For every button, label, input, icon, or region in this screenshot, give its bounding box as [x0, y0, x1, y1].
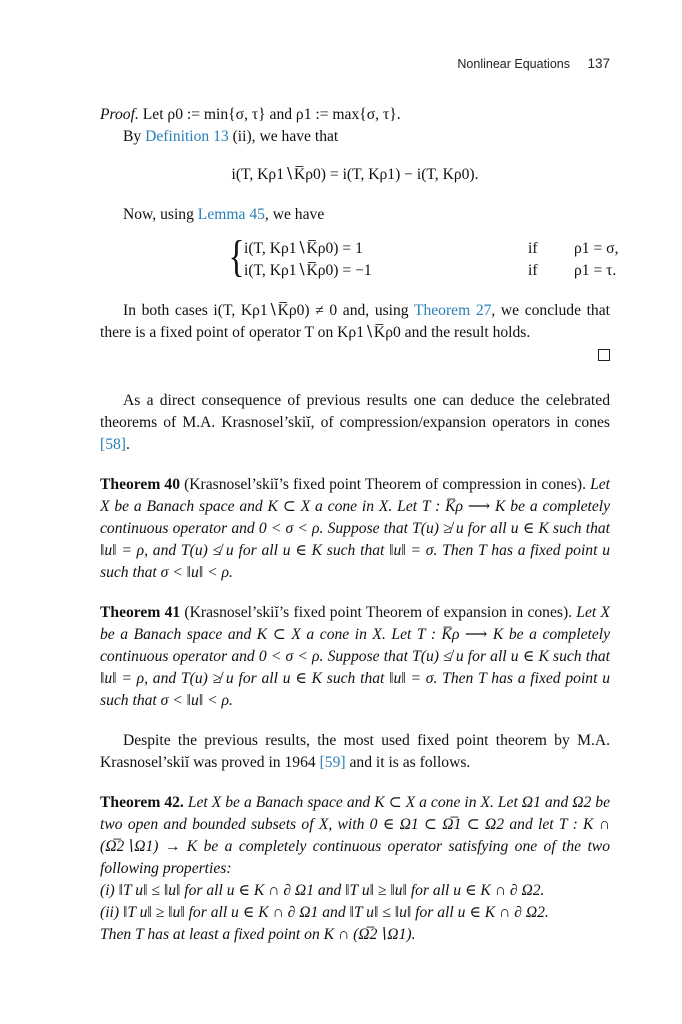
link-theorem-27[interactable]: Theorem 27 [413, 302, 492, 319]
theorem-41-label: Theorem 41 [100, 604, 181, 621]
theorem-42-body: Let X be a Banach space and K ⊂ X a cone in X. Let Ω1 and Ω2 be two open and bounded subsets of X, with 0 ∈ Ω1 ⊂ Ω̅1 ⊂ Ω2 and let T : K ∩ (Ω̅2∖Ω1) → K be a completely continuous operator satisfying one of the two following properties: [100, 794, 611, 877]
proof-conclusion: In both cases i(T, Kρ1∖K̅ρ0) ≠ 0 and, using Theorem 27, we conclude that there is a fixed point of operator T on Kρ1∖K̅ρ0 and the result holds. [100, 302, 610, 341]
proof-line-3: Now, using Lemma 45, we have [123, 206, 325, 223]
qed-box [100, 344, 610, 366]
proof-label: Proof. [100, 106, 139, 123]
theorem-40 [100, 474, 610, 584]
ref-59[interactable]: [59] [319, 754, 346, 771]
qed-square-icon [598, 349, 610, 361]
equation-index-difference: i(T, Kρ1∖K̅ρ0) = i(T, Kρ1) − i(T, Kρ0). [231, 166, 479, 183]
case-row-1: i(T, Kρ1∖K̅ρ0) = 1 if ρ1 = σ, [244, 240, 619, 257]
running-title: Nonlinear Equations [457, 57, 570, 71]
cases-equation [226, 232, 619, 284]
link-lemma-45[interactable]: Lemma 45 [197, 206, 265, 223]
ref-58[interactable]: [58] [100, 436, 126, 453]
proof-line-1: Proof. Let ρ0 := min{σ, τ} and ρ1 := max{σ, τ}. [100, 106, 401, 123]
theorem-40-title: (Krasnosel’skiĭ’s fixed point Theorem of compression in cones). [180, 476, 587, 493]
intro-paragraph: As a direct consequence of previous results one can deduce the celebrated theorems of M.A. Krasnosel’skiĭ, of compression/expansion operators in cones [58]. [100, 392, 610, 453]
despite-paragraph: Despite the previous results, the most used fixed point theorem by M.A. Krasnosel’skiĭ was proved in 1964 [59] and it is as follows. [100, 732, 610, 771]
theorem-41-title: (Krasnosel’skiĭ’s fixed point Theorem of expansion in cones). [180, 604, 573, 621]
property-i: (i) ‖T u‖ ≤ ‖u‖ for all u ∈ K ∩ ∂ Ω1 and ‖T u‖ ≥ ‖u‖ for all u ∈ K ∩ ∂ Ω2. [100, 882, 545, 899]
page-body [100, 104, 619, 946]
theorem-41-body: Let X be a Banach space and K ⊂ X a cone in X. Let T : K̅ρ ⟶ K be a completely continuous operator and 0 < σ < ρ. Suppose that T(u) ≰ u for all u ∈ K such that ‖u‖ = ρ, and T(u) ≱ u for all u ∈ K such that ‖u‖ = σ. Then T has a fixed point u such that σ < ‖u‖ < ρ. [100, 604, 610, 709]
theorem-41 [100, 602, 610, 712]
theorem-42-conclusion: Then T has at least a fixed point on K ∩ (Ω̅2∖Ω1). [100, 926, 416, 943]
running-header [457, 56, 610, 71]
theorem-42-label: Theorem 42. [100, 794, 184, 811]
left-brace: { [228, 232, 245, 281]
property-ii: (ii) ‖T u‖ ≥ ‖u‖ for all u ∈ K ∩ ∂ Ω1 and ‖T u‖ ≤ ‖u‖ for all u ∈ K ∩ ∂ Ω2. [100, 904, 549, 921]
theorem-42 [100, 792, 610, 880]
theorem-40-body: Let X be a Banach space and K ⊂ X a cone in X. Let T : K̅ρ ⟶ K be a completely continuous operator and 0 < σ < ρ. Suppose that T(u) ≱ u for all u ∈ K such that ‖u‖ = ρ, and T(u) ≰ u for all u ∈ K such that ‖u‖ = σ. Then T has a fixed point u such that σ < ‖u‖ < ρ. [100, 476, 611, 581]
theorem-42-properties [100, 880, 610, 946]
link-definition-13[interactable]: Definition 13 [145, 128, 229, 145]
proof-line-2: By Definition 13 (ii), we have that [123, 128, 339, 145]
theorem-40-label: Theorem 40 [100, 476, 181, 493]
page-number: 137 [587, 56, 610, 71]
case-row-2: i(T, Kρ1∖K̅ρ0) = −1 if ρ1 = τ. [244, 262, 617, 279]
